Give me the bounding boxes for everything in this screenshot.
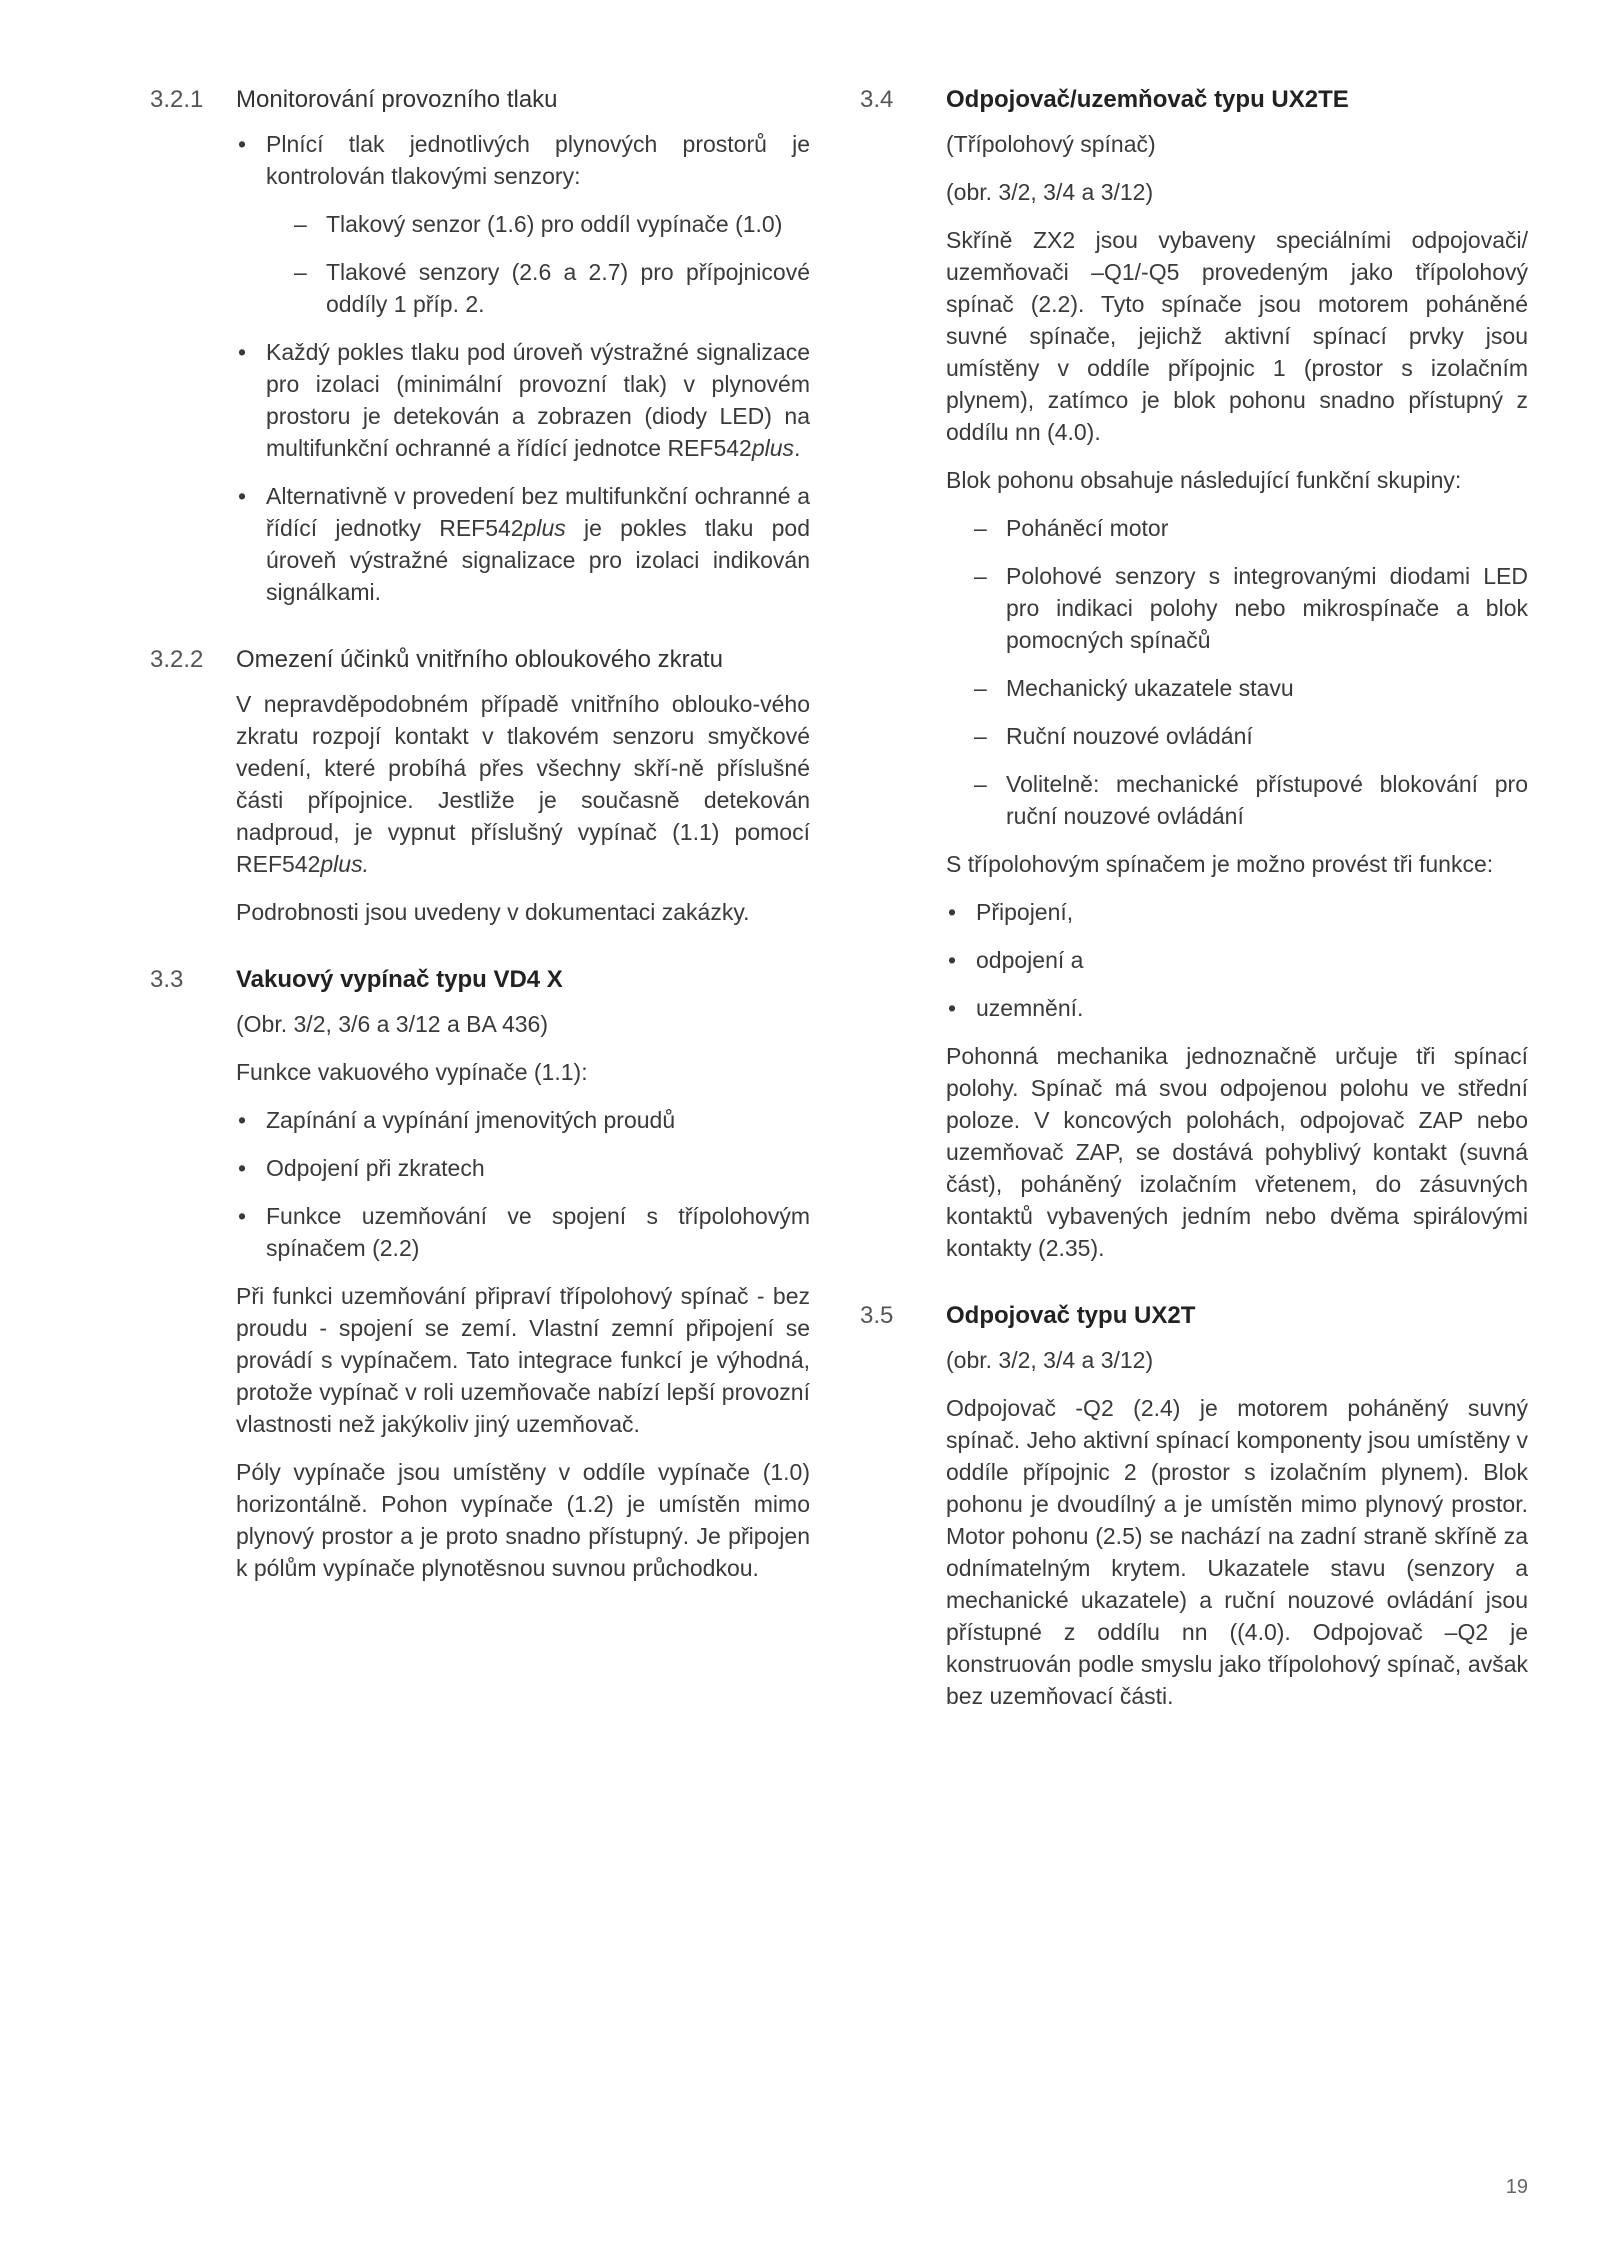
section-3-2-2 — [150, 644, 810, 928]
italic-text: plus — [523, 515, 566, 541]
list-item — [236, 128, 810, 320]
list-item-text: uzemnění. — [976, 995, 1084, 1021]
section-3-4 — [860, 84, 1528, 1264]
list-item — [946, 720, 1528, 752]
bullet-list — [946, 896, 1528, 1024]
section-title: Omezení účinků vnitřního obloukového zkratu — [236, 646, 723, 673]
list-item — [946, 992, 1528, 1024]
section-number: 3.5 — [860, 1302, 894, 1329]
list-item — [266, 208, 810, 240]
bullet-mark: • — [238, 1203, 247, 1229]
list-item — [946, 768, 1528, 832]
dash-list — [266, 208, 810, 320]
section-number: 3.4 — [860, 86, 894, 113]
list-item-text: Tlakové senzory (2.6 a 2.7) pro přípojnicové oddíly 1 příp. 2. — [326, 259, 810, 317]
paragraph: Při funkci uzemňování připraví třípolohový spínač - bez proudu - spojení se zemí. Vlastní zemní připojení se provádí s vypínačem. Tato integrace funkcí je výhodná, protože vypínač v roli uzemňovače nabízí lepší provozní vlastnosti než jakýkoliv jiný uzemňovač. — [236, 1283, 810, 1437]
bullet-mark: • — [238, 1107, 247, 1133]
section-title: Odpojovač/uzemňovač typu UX2TE — [946, 86, 1349, 113]
list-item — [236, 480, 810, 608]
dash-mark: – — [294, 259, 307, 285]
list-item-text: Plnící tlak jednotlivých plynových prostorů je kontrolován tlakovými senzory: — [266, 131, 810, 189]
italic-text: plus — [751, 435, 795, 461]
section-title: Monitorování provozního tlaku — [236, 86, 558, 113]
list-item — [266, 256, 810, 320]
bullet-mark: • — [238, 483, 247, 509]
list-item — [946, 672, 1528, 704]
dash-mark: – — [294, 211, 307, 237]
right-column — [860, 84, 1528, 1728]
dash-mark: – — [974, 675, 987, 701]
bullet-mark: • — [238, 339, 247, 365]
dash-mark: – — [974, 515, 987, 541]
page-number: 19 — [1505, 2176, 1528, 2198]
paragraph: (obr. 3/2, 3/4 a 3/12) — [946, 1347, 1154, 1373]
list-item-text-end: . — [794, 435, 801, 461]
list-item — [946, 512, 1528, 544]
bullet-mark: • — [238, 1155, 247, 1181]
list-item-text: Odpojení při zkratech — [266, 1155, 485, 1181]
bullet-mark: • — [948, 947, 957, 973]
paragraph: S třípolohovým spínačem je možno provést tři funkce: — [946, 851, 1494, 877]
bullet-list — [236, 1104, 810, 1264]
paragraph: (Třípolohový spínač) — [946, 131, 1156, 157]
bullet-list — [236, 128, 810, 608]
list-item-text: Polohové senzory s integrovanými diodami LED pro indikaci polohy nebo mikrospínače a blok pomocných spínačů — [1006, 563, 1528, 653]
list-item-text: Zapínání a vypínání jmenovitých proudů — [266, 1107, 676, 1133]
list-item-text: Funkce uzemňování ve spojení s třípolohovým spínačem (2.2) — [266, 1203, 810, 1261]
list-item-text: Poháněcí motor — [1006, 515, 1169, 541]
paragraph: (obr. 3/2, 3/4 a 3/12) — [946, 179, 1154, 205]
section-number: 3.3 — [150, 966, 184, 993]
section-3-5 — [860, 1300, 1528, 1712]
list-item-text: Ruční nouzové ovládání — [1006, 723, 1253, 749]
paragraph: Póly vypínače jsou umístěny v oddíle vypínače (1.0) horizontálně. Pohon vypínače (1.2) je umístěn mimo plynový prostor a je proto snadno přístupný. Je připojen k pólům vypínače plynotěsnou suvnou průchodkou. — [236, 1459, 810, 1581]
list-item-text: Každý pokles tlaku pod úroveň výstražné signalizace pro izolaci (minimální provozní tlak) v plynovém prostoru je detekován a zobrazen (diody LED) na multifunkční ochranné a řídící jednotce REF542 — [266, 339, 810, 461]
bullet-mark: • — [238, 131, 247, 157]
section-title: Vakuový vypínač typu VD4 X — [236, 966, 563, 993]
dash-mark: – — [974, 771, 987, 797]
list-item-text-end: je pokles tlaku pod úroveň výstražné signalizace pro izolaci indikován signálkami. — [266, 515, 810, 605]
paragraph: Blok pohonu obsahuje následující funkční skupiny: — [946, 467, 1462, 493]
paragraph: Funkce vakuového vypínače (1.1): — [236, 1059, 588, 1085]
list-item — [236, 336, 810, 464]
section-3-3 — [150, 964, 810, 1584]
dash-mark: – — [974, 723, 987, 749]
list-item — [236, 1200, 810, 1264]
dash-list — [946, 512, 1528, 832]
paragraph: (Obr. 3/2, 3/6 a 3/12 a BA 436) — [236, 1011, 548, 1037]
section-number: 3.2.1 — [150, 86, 204, 113]
italic-text: plus. — [320, 851, 369, 877]
paragraph: Skříně ZX2 jsou vybaveny speciálními odpojovači/ uzemňovači –Q1/-Q5 provedeným jako třípolohový spínač (2.2). Tyto spínače jsou motorem poháněné suvné spínače, jejichž aktivní spínací prvky jsou umístěny v oddíle přípojnic 1 (prostor s izolačním plynem), zatímco je blok pohonu snadno přístupný z oddílu nn (4.0). — [946, 227, 1528, 445]
paragraph — [236, 688, 810, 880]
list-item — [236, 1104, 810, 1136]
paragraph: Podrobnosti jsou uvedeny v dokumentaci zakázky. — [236, 899, 750, 925]
list-item-text: Volitelně: mechanické přístupové blokování pro ruční nouzové ovládání — [1006, 771, 1528, 829]
section-number: 3.2.2 — [150, 646, 204, 673]
list-item-text: Mechanický ukazatele stavu — [1006, 675, 1294, 701]
list-item — [946, 560, 1528, 656]
bullet-mark: • — [948, 995, 957, 1021]
list-item-text: Tlakový senzor (1.6) pro oddíl vypínače (1.0) — [326, 211, 783, 237]
bullet-mark: • — [948, 899, 957, 925]
list-item — [236, 1152, 810, 1184]
left-column — [150, 84, 810, 1600]
list-item-text: Připojení, — [976, 899, 1074, 925]
section-title: Odpojovač typu UX2T — [946, 1302, 1196, 1329]
paragraph: Odpojovač -Q2 (2.4) je motorem poháněný suvný spínač. Jeho aktivní spínací komponenty jsou umístěny v oddíle přípojnic 2 (prostor s izolačním plynem). Blok pohonu je dvoudílný a je umístěn mimo plynový prostor. Motor pohonu (2.5) se nachází na zadní straně skříně za odnímatelným krytem. Ukazatele stavu (senzory a mechanické ukazatele) a ruční nouzové ovládání jsou přístupné z oddílu nn ((4.0). Odpojovač –Q2 je konstruován podle smyslu jako třípolohový spínač, avšak bez uzemňovací části. — [946, 1395, 1528, 1709]
dash-mark: – — [974, 563, 987, 589]
list-item-text: odpojení a — [976, 947, 1084, 973]
paragraph: Pohonná mechanika jednoznačně určuje tři spínací polohy. Spínač má svou odpojenou polohu ve střední poloze. V koncových polohách, odpojovač ZAP nebo uzemňovač ZAP, se dostává pohyblivý kontakt (suvná část), poháněný izolačním vřetenem, do zásuvných kontaktů vybavených jedním nebo dvěma spirálovými kontakty (2.35). — [946, 1043, 1528, 1261]
list-item-text: Alternativně v provedení bez multifunkční ochranné a řídící jednotky REF542 — [266, 483, 810, 541]
paragraph-text: V nepravděpodobném případě vnitřního oblouko-vého zkratu rozpojí kontakt v tlakovém senzoru smyčkové vedení, které probíhá přes všechny skří-ně příslušné části přípojnice. Jestliže je současně detekován nadproud, je vypnut příslušný vypínač (1.1) pomocí REF542 — [236, 691, 810, 877]
list-item — [946, 944, 1528, 976]
list-item — [946, 896, 1528, 928]
section-3-2-1 — [150, 84, 810, 608]
